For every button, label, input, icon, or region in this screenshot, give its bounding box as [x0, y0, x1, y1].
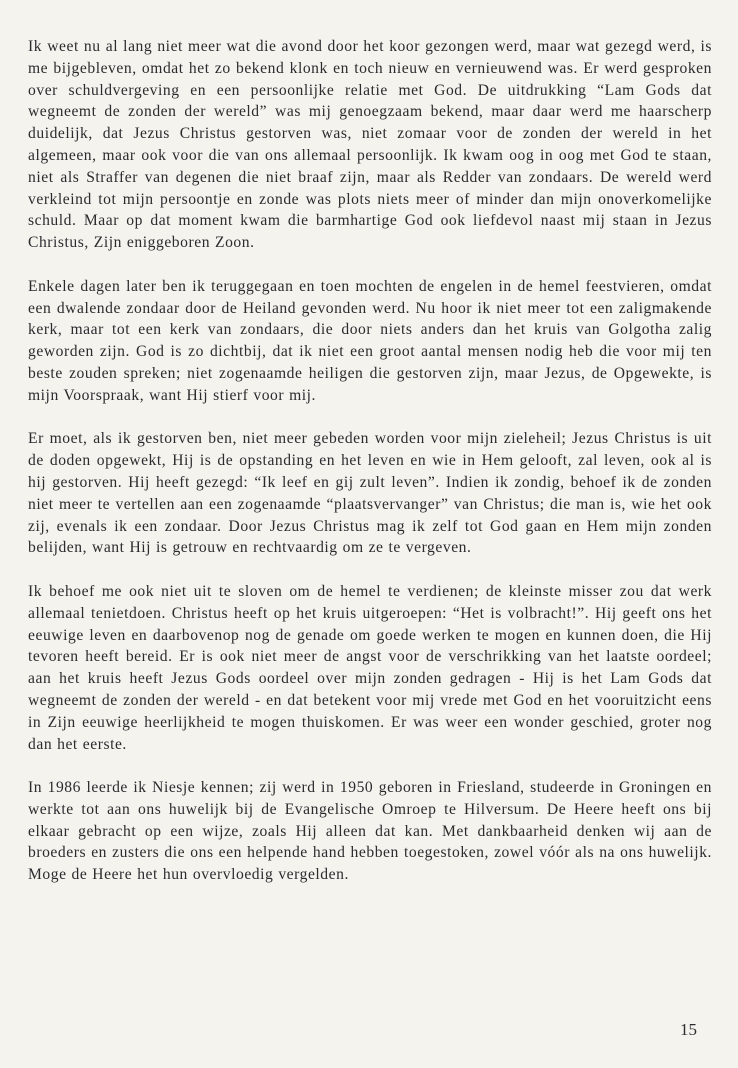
- paragraph-1: Ik weet nu al lang niet meer wat die avond door het koor gezongen werd, maar wat gezegd werd, is me bijgebleven, omdat het zo bekend klonk en toch nieuw en vernieuwend was. Er werd gesproken over schuldvergeving en een persoonlijke relatie met God. De uitdrukking “Lam Gods dat wegneemt de zonden der wereld” was mij genoegzaam bekend, maar daar werd me haarscherp duidelijk, dat Jezus Christus gestorven was, niet zomaar voor de zonden der wereld in het algemeen, maar ook voor die van ons allemaal persoonlijk. Ik kwam oog in oog met God te staan, niet als Straffer van degenen die niet braaf zijn, maar als Redder van zondaars. De wereld werd verkleind tot mijn persoontje en zonde was plots niets meer of minder dan mijn onoverkomelijke schuld. Maar op dat moment kwam die barmhartige God ook liefdevol naast mij staan in Jezus Christus, Zijn eniggeboren Zoon.: [28, 38, 712, 252]
- paragraph-3: Er moet, als ik gestorven ben, niet meer gebeden worden voor mijn zieleheil; Jezus Christus is uit de doden opgewekt, Hij is de opstanding en het leven en wie in Hem gelooft, zal leven, ook al is hij gestorven. Hij heeft gezegd: “Ik leef en gij zult leven”. Indien ik zondig, behoef ik de zonden niet meer te vertellen aan een zogenaamde “plaatsvervanger” van Christus; die man is, wie het ook zij, evenals ik een zondaar. Door Jezus Christus mag ik zelf tot God gaan en Hem mijn zonden belijden, want Hij is getrouw en rechtvaardig om ze te vergeven.: [28, 430, 712, 557]
- paragraph-5: In 1986 leerde ik Niesje kennen; zij werd in 1950 geboren in Friesland, studeerde in Groningen en werkte tot aan ons huwelijk bij de Evangelische Omroep te Hilversum. De Heere heeft ons bij elkaar gebracht op een wijze, zoals Hij alleen dat kan. Met dankbaarheid denken wij aan de broeders en zusters die ons een helpende hand hebben toegestoken, zowel vóór als na ons huwelijk. Moge de Heere het hun overvloedig vergelden.: [28, 779, 712, 884]
- paragraph-2: Enkele dagen later ben ik teruggegaan en toen mochten de engelen in de hemel feestvieren, omdat een dwalende zondaar door de Heiland gevonden werd. Nu hoor ik niet meer tot een zaligmakende kerk, maar tot een kerk van zondaars, die door niets anders dan het kruis van Golgotha zalig geworden zijn. God is zo dichtbij, dat ik niet een groot aantal mensen nodig heb die voor mij ten beste zouden spreken; niet zogenaamde heiligen die gestorven zijn, maar Jezus, de Opgewekte, is mijn Voorspraak, want Hij stierf voor mij.: [28, 277, 712, 404]
- body-text: [28, 36, 712, 908]
- page-number: 15: [680, 1020, 697, 1039]
- paragraph-4: Ik behoef me ook niet uit te sloven om de hemel te verdienen; de kleinste misser zou dat werk allemaal tenietdoen. Christus heeft op het kruis uitgeroepen: “Het is volbracht!”. Hij geeft ons het eeuwige leven en daarbovenop nog de genade om goede werken te mogen en kunnen doen, die Hij tevoren heeft bereid. Er is ook niet meer de angst voor de verschrikking van het laatste oordeel; aan het kruis heeft Jezus Gods oordeel over mijn zonden gedragen - Hij is het Lam Gods dat wegneemt de zonden der wereld - en dat betekent voor mij vrede met God en het vooruitzicht eens in Zijn eeuwige heerlijkheid te mogen thuiskomen. Er was weer een wonder geschied, groter nog dan het eerste.: [28, 582, 712, 753]
